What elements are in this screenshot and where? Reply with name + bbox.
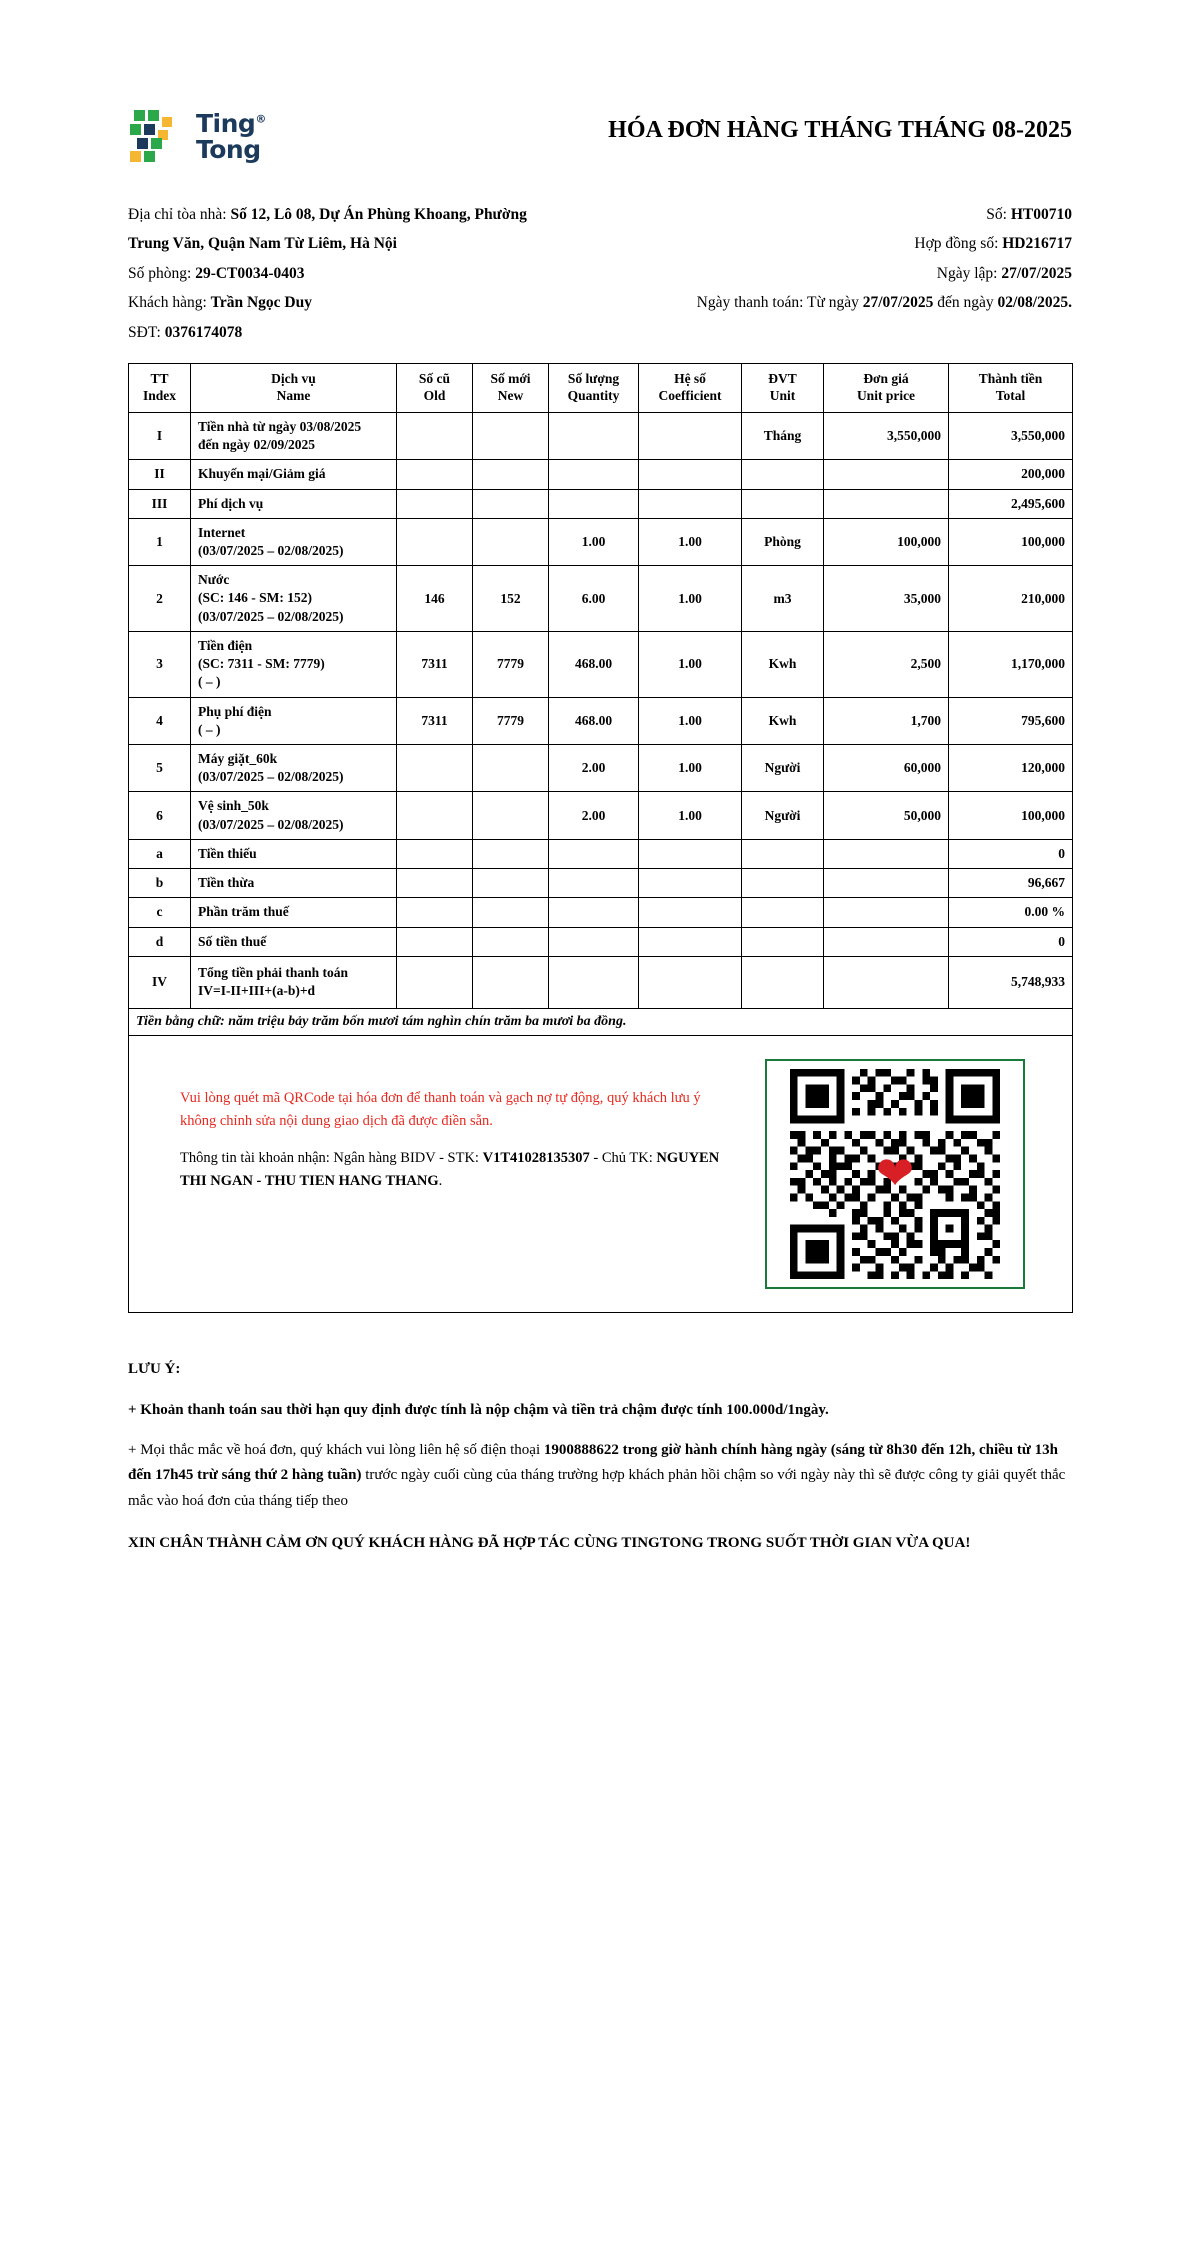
row-name: Vệ sinh_50k (03/07/2025 – 02/08/2025) (191, 792, 397, 839)
table-row (129, 792, 1073, 839)
col-total: Thành tiền Total (949, 364, 1073, 413)
row-coef (639, 898, 742, 927)
row-new (473, 518, 549, 565)
row-new (473, 869, 549, 898)
row-name: Internet (03/07/2025 – 02/08/2025) (191, 518, 397, 565)
row-total: 0.00 % (949, 898, 1073, 927)
row-coef (639, 489, 742, 518)
row-name: Phụ phí điện ( – ) (191, 697, 397, 744)
row-total: 795,600 (949, 697, 1073, 744)
row-index: c (129, 898, 191, 927)
row-unit (742, 956, 824, 1008)
logo-registered: ® (255, 112, 266, 126)
row-unit: Phòng (742, 518, 824, 565)
table-row (129, 927, 1073, 956)
row-qty: 6.00 (549, 566, 639, 632)
row-name: Tiền thiếu (191, 839, 397, 868)
created-date-value: 27/07/2025 (1001, 264, 1072, 282)
logo-line1: Ting (196, 108, 256, 138)
row-unit (742, 869, 824, 898)
row-index: 4 (129, 697, 191, 744)
table-row-grand-total (129, 956, 1073, 1008)
row-index: I (129, 412, 191, 459)
row-name: Tiền thừa (191, 869, 397, 898)
row-coef (639, 412, 742, 459)
row-old: 7311 (397, 697, 473, 744)
row-new (473, 956, 549, 1008)
invoice-meta (128, 200, 1072, 347)
row-old (397, 927, 473, 956)
row-index: 2 (129, 566, 191, 632)
invoice-table (128, 363, 1073, 1313)
row-old: 146 (397, 566, 473, 632)
row-qty (549, 412, 639, 459)
invoice-no-label: Số: (986, 206, 1007, 223)
row-qty: 1.00 (549, 518, 639, 565)
bank-account-number: V1T41028135307 (482, 1150, 590, 1167)
qr-code[interactable] (765, 1059, 1025, 1289)
row-qty (549, 927, 639, 956)
row-total: 5,748,933 (949, 956, 1073, 1008)
payment-mid-label: đến ngày (937, 294, 994, 312)
amount-in-words: Tiền bằng chữ: năm triệu bảy trăm bốn mươi tám nghìn chín trăm ba mươi ba đồng. (129, 1008, 1073, 1035)
room-value: 29-CT0034-0403 (195, 264, 305, 282)
row-old (397, 898, 473, 927)
row-unit: Người (742, 792, 824, 839)
row-price: 2,500 (824, 631, 949, 697)
row-coef: 1.00 (639, 631, 742, 697)
row-index: a (129, 839, 191, 868)
contract-label: Hợp đồng số: (914, 235, 999, 253)
room-label: Số phòng: (128, 264, 192, 282)
row-total: 100,000 (949, 792, 1073, 839)
row-price (824, 927, 949, 956)
row-coef (639, 460, 742, 489)
row-name: Máy giặt_60k (03/07/2025 – 02/08/2025) (191, 745, 397, 792)
row-unit (742, 460, 824, 489)
row-unit: Tháng (742, 412, 824, 459)
row-price (824, 898, 949, 927)
row-qty: 468.00 (549, 631, 639, 697)
row-unit (742, 898, 824, 927)
row-new: 152 (473, 566, 549, 632)
phone-value: 0376174078 (164, 323, 243, 341)
row-unit: Người (742, 745, 824, 792)
row-unit: m3 (742, 566, 824, 632)
col-new: Số mới New (473, 364, 549, 413)
heart-icon: ❤ (875, 1147, 915, 1199)
row-total: 3,550,000 (949, 412, 1073, 459)
customer-value: Trần Ngọc Duy (210, 294, 312, 312)
row-old (397, 518, 473, 565)
row-price (824, 956, 949, 1008)
page-title: HÓA ĐƠN HÀNG THÁNG THÁNG 08-2025 (608, 117, 1072, 143)
row-price (824, 869, 949, 898)
row-index: II (129, 460, 191, 489)
row-qty (549, 956, 639, 1008)
row-old (397, 460, 473, 489)
row-index: b (129, 869, 191, 898)
table-row (129, 489, 1073, 518)
row-index: IV (129, 956, 191, 1008)
payment-period-label: Ngày thanh toán: Từ ngày (696, 294, 859, 312)
brand-wordmark (196, 108, 266, 164)
row-total: 210,000 (949, 566, 1073, 632)
table-row (129, 460, 1073, 489)
row-qty (549, 898, 639, 927)
row-name: Phần trăm thuế (191, 898, 397, 927)
row-total: 1,170,000 (949, 631, 1073, 697)
row-unit (742, 927, 824, 956)
row-price: 60,000 (824, 745, 949, 792)
note-line-2: + Mọi thắc mắc về hoá đơn, quý khách vui lòng liên hệ số điện thoại 1900888622 trong giờ hành chính hàng ngày (sáng từ 8h30 đến 12h, chiều từ 13h đến 17h45 trừ sáng thứ 2 hàng tuần) trước ngày cuối cùng của tháng trường hợp khách phản hồi chậm so với ngày này thì sẽ được công ty giải quyết thắc mắc vào hoá đơn của tháng tiếp theo (128, 1441, 1066, 1509)
row-name: Tổng tiền phải thanh toán IV=I-II+III+(a-b)+d (191, 956, 397, 1008)
row-index: d (129, 927, 191, 956)
phone-label: SĐT: (128, 323, 161, 341)
logo-line2: Tong (196, 135, 261, 164)
row-qty: 2.00 (549, 745, 639, 792)
row-total: 100,000 (949, 518, 1073, 565)
row-new (473, 839, 549, 868)
row-coef: 1.00 (639, 792, 742, 839)
row-price (824, 460, 949, 489)
table-row (129, 898, 1073, 927)
row-old (397, 956, 473, 1008)
row-total: 0 (949, 839, 1073, 868)
table-row (129, 566, 1073, 632)
row-old (397, 412, 473, 459)
row-unit: Kwh (742, 697, 824, 744)
row-new: 7779 (473, 697, 549, 744)
row-unit: Kwh (742, 631, 824, 697)
row-old (397, 839, 473, 868)
thanks-message: XIN CHÂN THÀNH CẢM ƠN QUÝ KHÁCH HÀNG ĐÃ HỢP TÁC CÙNG TINGTONG TRONG SUỐT THỜI GIAN VỪA QUA! (128, 1535, 971, 1552)
row-qty: 2.00 (549, 792, 639, 839)
row-old: 7311 (397, 631, 473, 697)
col-coefficient: Hệ số Coefficient (639, 364, 742, 413)
invoice-header (128, 100, 1072, 166)
row-name: Tiền nhà từ ngày 03/08/2025 đến ngày 02/09/2025 (191, 412, 397, 459)
brand-logo (128, 100, 266, 166)
row-coef: 1.00 (639, 745, 742, 792)
contract-value: HD216717 (1002, 235, 1072, 253)
row-qty: 468.00 (549, 697, 639, 744)
row-name: Khuyến mại/Giảm giá (191, 460, 397, 489)
col-index: TT Index (129, 364, 191, 413)
table-row (129, 745, 1073, 792)
row-new (473, 460, 549, 489)
amount-in-words-row (129, 1008, 1073, 1035)
row-old (397, 792, 473, 839)
row-price: 1,700 (824, 697, 949, 744)
customer-label: Khách hàng: (128, 294, 207, 312)
row-index: 5 (129, 745, 191, 792)
row-new (473, 489, 549, 518)
row-new (473, 412, 549, 459)
row-unit (742, 489, 824, 518)
row-new (473, 745, 549, 792)
row-qty (549, 839, 639, 868)
created-date-label: Ngày lập: (936, 264, 998, 282)
row-price: 3,550,000 (824, 412, 949, 459)
row-coef: 1.00 (639, 697, 742, 744)
row-coef: 1.00 (639, 518, 742, 565)
row-index: 3 (129, 631, 191, 697)
row-total: 0 (949, 927, 1073, 956)
row-coef (639, 956, 742, 1008)
row-index: 1 (129, 518, 191, 565)
row-price: 50,000 (824, 792, 949, 839)
bank-account-holder: NGUYEN THI NGAN - THU TIEN HANG THANG (180, 1150, 720, 1190)
row-old (397, 489, 473, 518)
row-price (824, 489, 949, 518)
row-coef (639, 927, 742, 956)
payment-warning: Vui lòng quét mã QRCode tại hóa đơn để thanh toán và gạch nợ tự động, quý khách lưu ý không chỉnh sửa nội dung giao dịch đã được điền sẵn. (180, 1089, 701, 1129)
row-index: III (129, 489, 191, 518)
address-value-line2: Trung Văn, Quận Nam Từ Liêm, Hà Nội (128, 235, 397, 253)
row-unit (742, 839, 824, 868)
footer-notes (128, 1357, 1072, 1555)
row-total: 120,000 (949, 745, 1073, 792)
address-label: Địa chỉ tòa nhà: (128, 206, 227, 223)
row-price: 35,000 (824, 566, 949, 632)
row-name: Phí dịch vụ (191, 489, 397, 518)
row-coef (639, 839, 742, 868)
qr-payment-row (129, 1035, 1073, 1312)
col-quantity: Số lượng Quantity (549, 364, 639, 413)
row-total: 96,667 (949, 869, 1073, 898)
row-price (824, 839, 949, 868)
table-row (129, 869, 1073, 898)
row-old (397, 745, 473, 792)
row-qty (549, 489, 639, 518)
row-name: Tiền điện (SC: 7311 - SM: 7779) ( – ) (191, 631, 397, 697)
bank-account-info: Thông tin tài khoản nhận: Ngân hàng BIDV - STK: V1T41028135307 - Chủ TK: NGUYEN THI NGAN - THU TIEN HANG THANG. (180, 1150, 720, 1190)
table-row (129, 631, 1073, 697)
invoice-no-value: HT00710 (1010, 206, 1072, 223)
payment-instructions (136, 1041, 765, 1307)
note-line-1: + Khoản thanh toán sau thời hạn quy định được tính là nộp chậm và tiền trả chậm được tính 100.000d/1ngày. (128, 1402, 829, 1419)
row-new (473, 927, 549, 956)
row-new (473, 898, 549, 927)
tingtong-logo-icon (128, 108, 186, 166)
col-name: Dịch vụ Name (191, 364, 397, 413)
row-index: 6 (129, 792, 191, 839)
col-unit-price: Đơn giá Unit price (824, 364, 949, 413)
payment-from: 27/07/2025 (862, 294, 934, 312)
row-price: 100,000 (824, 518, 949, 565)
row-total: 2,495,600 (949, 489, 1073, 518)
address-value: Số 12, Lô 08, Dự Án Phùng Khoang, Phường (230, 206, 527, 223)
table-row (129, 697, 1073, 744)
table-row (129, 839, 1073, 868)
row-name: Số tiền thuế (191, 927, 397, 956)
row-coef: 1.00 (639, 566, 742, 632)
row-qty (549, 460, 639, 489)
notes-title: LƯU Ý: (128, 1360, 181, 1377)
row-old (397, 869, 473, 898)
table-row (129, 412, 1073, 459)
col-old: Số cũ Old (397, 364, 473, 413)
col-unit: ĐVT Unit (742, 364, 824, 413)
table-header-row (129, 364, 1073, 413)
row-total: 200,000 (949, 460, 1073, 489)
row-coef (639, 869, 742, 898)
support-phone: 1900888622 (543, 1441, 619, 1458)
row-qty (549, 869, 639, 898)
payment-to: 02/08/2025. (997, 294, 1072, 312)
table-row (129, 518, 1073, 565)
row-new (473, 792, 549, 839)
row-name: Nước (SC: 146 - SM: 152) (03/07/2025 – 02/08/2025) (191, 566, 397, 632)
row-new: 7779 (473, 631, 549, 697)
